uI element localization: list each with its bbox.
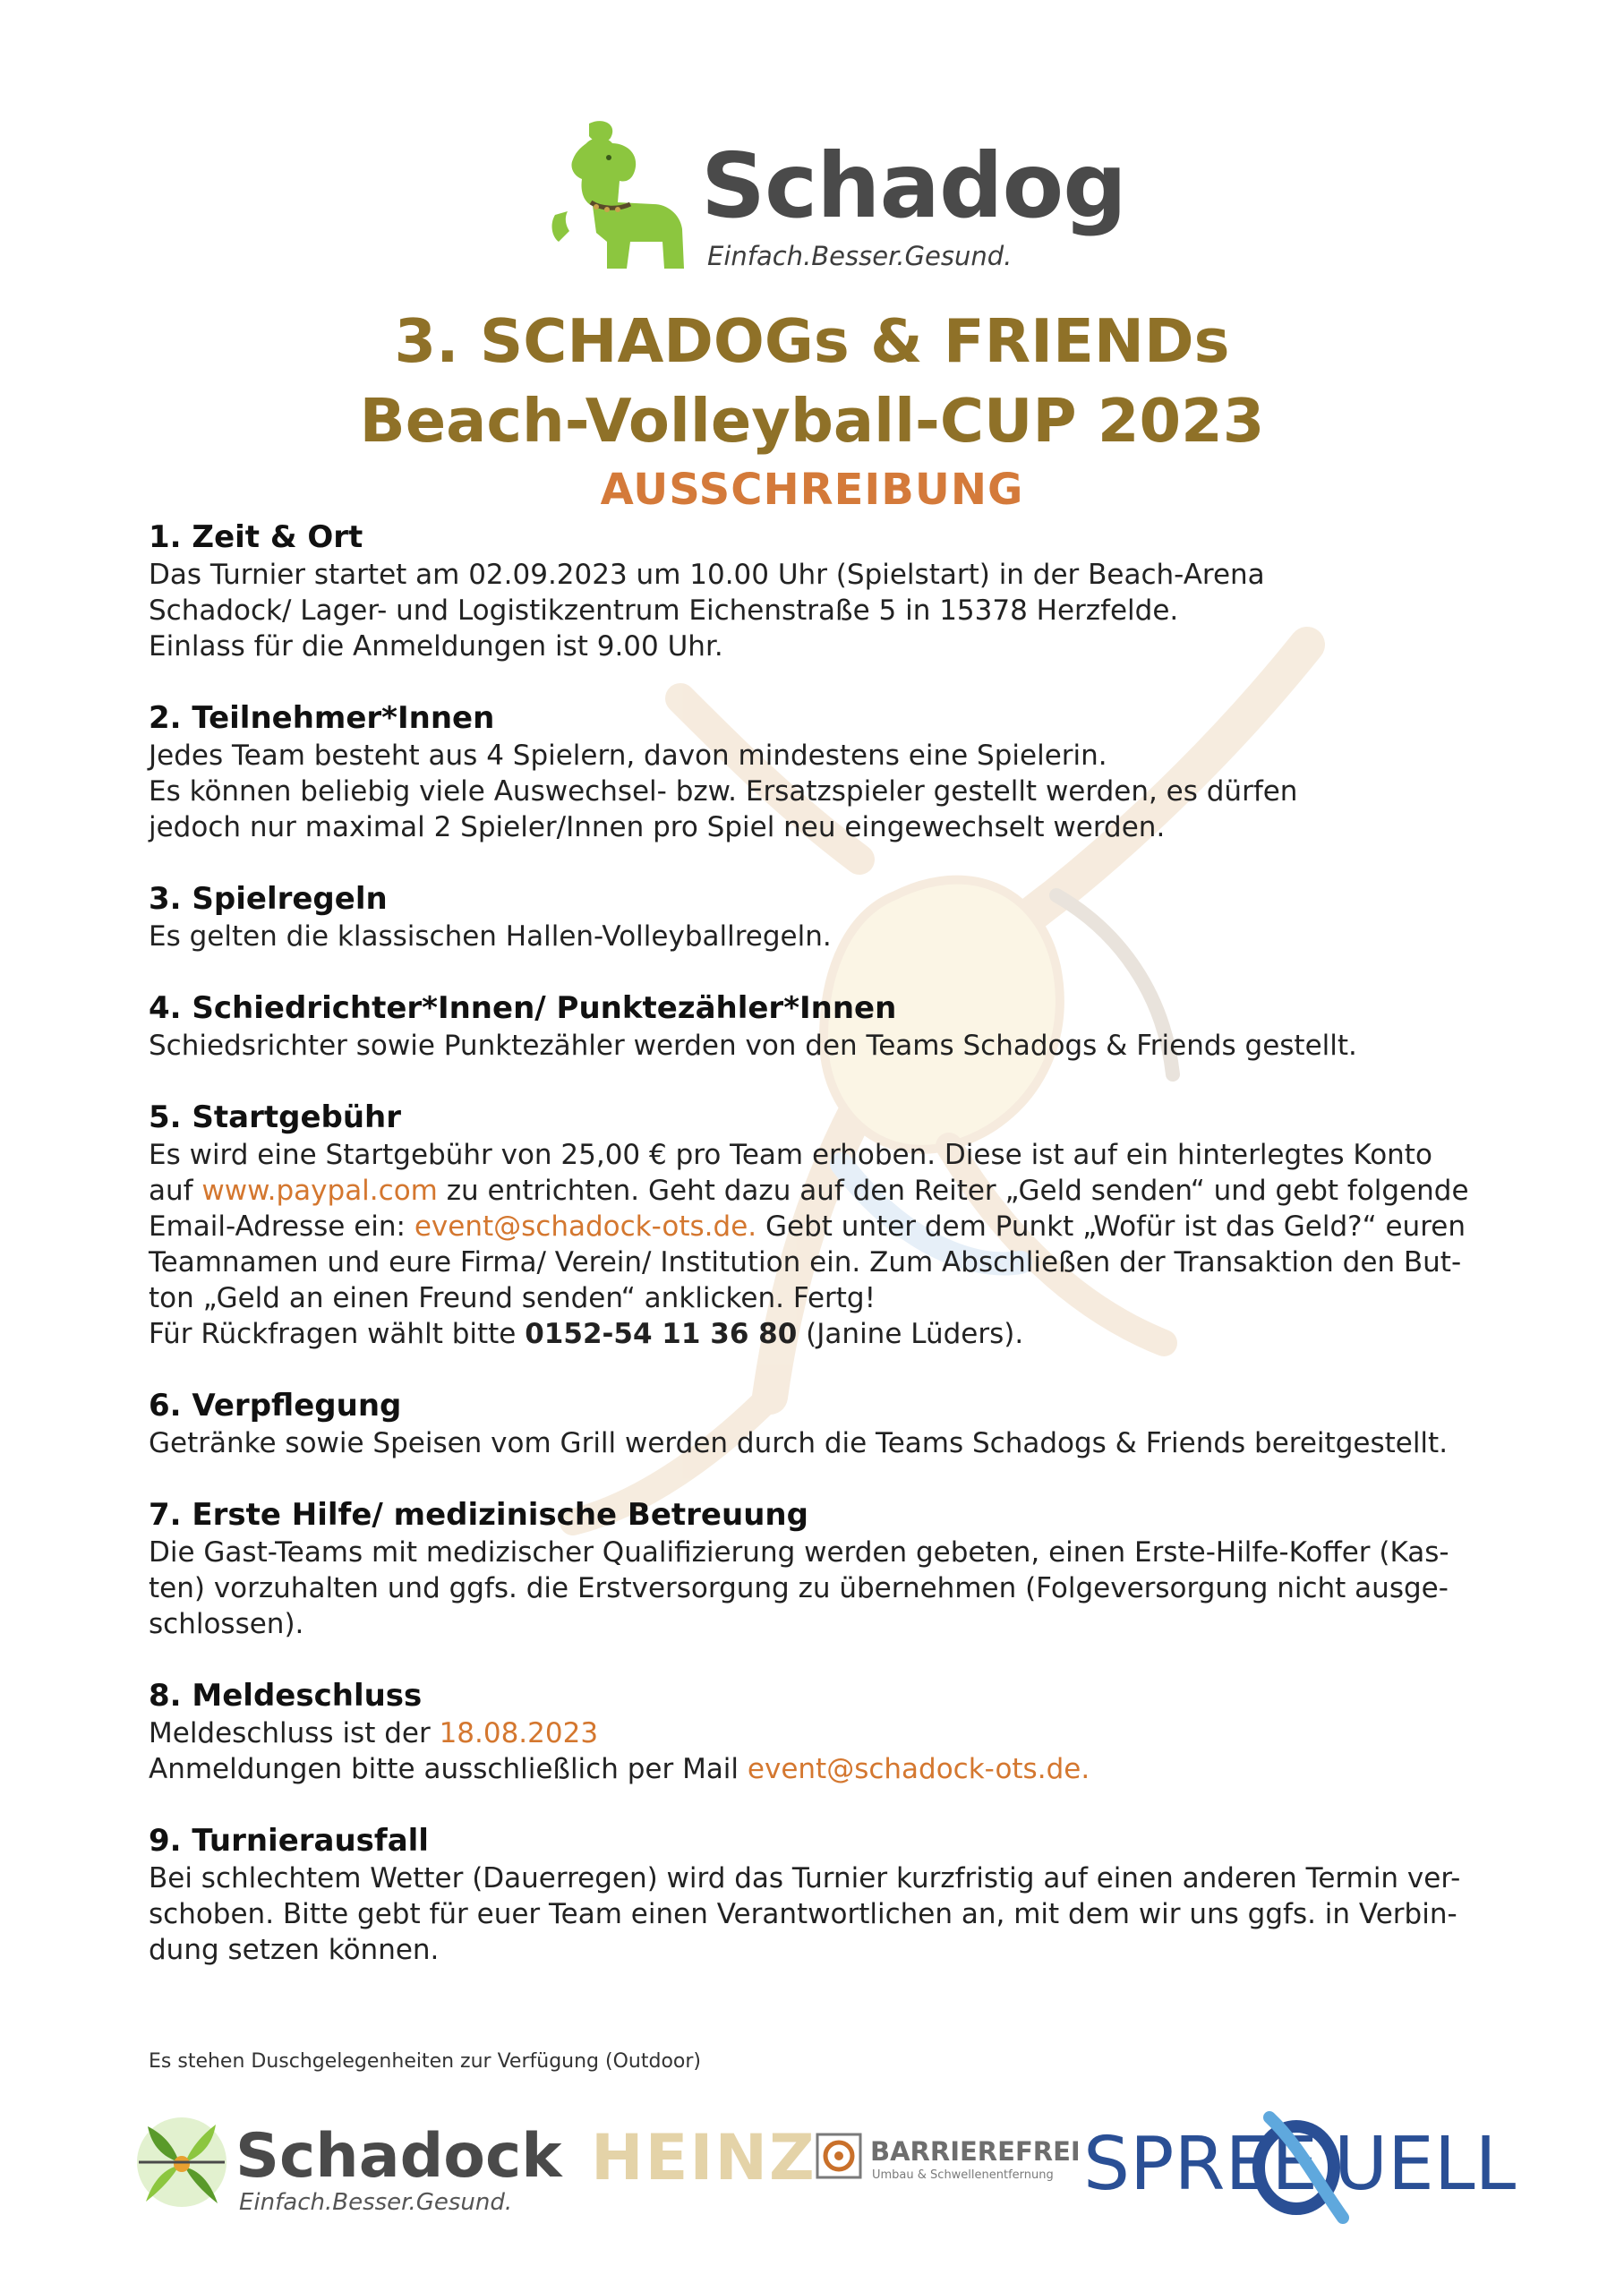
section-line [149, 1173, 1492, 1209]
sponsor-spree-part1: SPREE [1083, 2122, 1319, 2207]
section-line: schlossen). [149, 1608, 304, 1640]
text-span: Gebt unter dem Punkt „Wofür ist das Geld?“ euren [756, 1210, 1466, 1243]
email-link[interactable]: event@schadock-ots.de. [414, 1210, 757, 1243]
sponsor-heinz-caption: Umbau & Schwellenentfernung [872, 2168, 1054, 2182]
text-span: zu entrichten. Geht dazu auf den Reiter „Geld senden“ und gebt folgende [437, 1175, 1469, 1207]
section-first-aid [149, 1495, 1492, 1642]
section-line: Schiedsrichter sowie Punktezähler werden von den Teams Schadogs & Friends gestellt. [149, 1030, 1357, 1062]
text-span: Meldeschluss ist der [149, 1717, 440, 1749]
section-line: ton „Geld an einen Freund senden“ anklicken. Fertg! [149, 1282, 876, 1314]
section-line [149, 1316, 1492, 1352]
section-line: ten) vorzuhalten und ggfs. die Erstversorgung zu übernehmen (Folgeversorgung nicht ausge- [149, 1572, 1449, 1604]
text-span: auf [149, 1175, 202, 1207]
section-heading: 3. Spielregeln [149, 881, 388, 917]
section-rules [149, 879, 1492, 954]
section-referees [149, 988, 1492, 1064]
section-line: Es können beliebig viele Auswechsel- bzw. Ersatzspieler gestellt werden, es dürfen [149, 775, 1298, 808]
section-line: Es gelten die klassischen Hallen-Volleyballregeln. [149, 920, 832, 953]
section-heading: 2. Teilnehmer*Innen [149, 700, 495, 736]
section-participants [149, 698, 1492, 845]
section-line: Einlass für die Anmeldungen ist 9.00 Uhr. [149, 630, 723, 663]
brand-tagline: Einfach.Besser.Gesund. [707, 241, 1013, 271]
announcement-body [149, 517, 1492, 2002]
section-line: Teamnamen und eure Firma/ Verein/ Institution ein. Zum Abschließen der Transaktion den But- [149, 1246, 1462, 1279]
section-line: Die Gast-Teams mit medizischer Qualifizierung werden gebeten, einen Erste-Hilfe-Koffer (Kas- [149, 1536, 1449, 1569]
section-heading: 1. Zeit & Ort [149, 519, 363, 555]
section-line: Das Turnier startet am 02.09.2023 um 10.00 Uhr (Spielstart) in der Beach-Arena [149, 559, 1265, 591]
section-time-place [149, 517, 1492, 664]
document-type: AUSSCHREIBUNG [600, 465, 1024, 515]
section-line: Schadock/ Lager- und Logistikzentrum Eichenstraße 5 in 15378 Herzfelde. [149, 594, 1179, 627]
sponsor-spree-part2: UELL [1334, 2122, 1517, 2207]
section-heading: 6. Verpflegung [149, 1388, 402, 1424]
section-heading: 8. Meldeschluss [149, 1678, 423, 1714]
text-span: (Janine Lüders). [797, 1318, 1024, 1350]
section-line: dung setzen können. [149, 1934, 440, 1966]
heinz-logo [591, 2121, 1081, 2198]
section-line: Jedes Team besteht aus 4 Spielern, davon mindestens eine Spielerin. [149, 740, 1107, 772]
sponsor-heinz-name: HEINZ [591, 2121, 816, 2194]
text-span: Anmeldungen bitte ausschließlich per Mail [149, 1753, 748, 1785]
page-title: 3. SCHADOGs & FRIENDs [394, 306, 1230, 376]
schadog-logo [537, 116, 1126, 278]
section-cancellation [149, 1821, 1492, 1968]
dog-icon [537, 116, 694, 278]
shower-note: Es stehen Duschgelegenheiten zur Verfügung (Outdoor) [149, 2050, 701, 2073]
section-line: Es wird eine Startgebühr von 25,00 € pro Team erhoben. Diese ist auf ein hinterlegtes Konto [149, 1139, 1432, 1171]
section-entry-fee [149, 1098, 1492, 1352]
section-line [149, 1209, 1492, 1244]
section-line: Getränke sowie Speisen vom Grill werden durch die Teams Schadogs & Friends bereitgestellt. [149, 1427, 1449, 1459]
email-link[interactable]: event@schadock-ots.de. [747, 1753, 1090, 1785]
deadline-date: 18.08.2023 [439, 1717, 599, 1749]
brand-name: Schadog [701, 133, 1126, 238]
text-span: Für Rückfragen wählt bitte [149, 1318, 526, 1350]
section-catering [149, 1386, 1492, 1461]
page-subtitle: Beach-Volleyball-CUP 2023 [359, 386, 1265, 456]
text-span: Email-Adresse ein: [149, 1210, 415, 1243]
section-line: jedoch nur maximal 2 Spieler/Innen pro Spiel neu eingewechselt werden. [149, 811, 1166, 843]
spreequell-logo [1083, 2108, 1531, 2225]
schadock-logo [130, 2108, 562, 2225]
target-icon [815, 2132, 863, 2180]
leaf-figure-icon [130, 2108, 233, 2216]
sponsor-heinz-subtitle: BARRIEREFREI [870, 2136, 1081, 2167]
section-line [149, 1751, 1492, 1787]
section-heading: 9. Turnierausfall [149, 1823, 429, 1859]
section-line: Bei schlechtem Wetter (Dauerregen) wird das Turnier kurzfristig auf einen anderen Termin ver- [149, 1862, 1461, 1894]
sponsor-schadock-tagline: Einfach.Besser.Gesund. [239, 2189, 513, 2216]
section-heading: 4. Schiedrichter*Innen/ Punktezähler*Innen [149, 990, 897, 1026]
sponsor-schadock-name: Schadock [235, 2121, 562, 2192]
section-heading: 7. Erste Hilfe/ medizinische Betreuung [149, 1497, 808, 1533]
contact-phone: 0152-54 11 36 80 [525, 1318, 798, 1350]
paypal-link[interactable]: www.paypal.com [201, 1175, 438, 1207]
section-line [149, 1715, 1492, 1751]
section-heading: 5. Startgebühr [149, 1099, 402, 1135]
section-registration-deadline [149, 1676, 1492, 1787]
section-line: schoben. Bitte gebt für euer Team einen Verantwortlichen an, mit dem wir uns ggfs. in Verbin- [149, 1898, 1457, 1930]
